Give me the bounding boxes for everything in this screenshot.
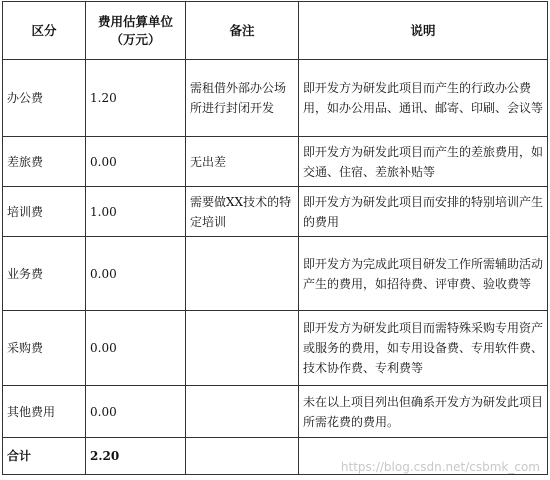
row-category: 培训费 — [3, 187, 86, 237]
row-description: 即开发方为研发此项目而产生的差旅费用，如交通、住宿、差旅补贴等 — [299, 137, 548, 187]
table-row — [3, 311, 548, 386]
total-note — [186, 438, 299, 475]
row-note — [186, 386, 299, 438]
row-description: 即开发方为完成此项目研发工作所需辅助活动产生的费用，如招待费、评审费、验收费等 — [299, 237, 548, 311]
header-note: 备注 — [186, 2, 299, 60]
total-label: 合计 — [3, 438, 86, 475]
cost-estimate-table — [2, 1, 548, 475]
row-note: 无出差 — [186, 137, 299, 187]
table-row — [3, 386, 548, 438]
table-row — [3, 137, 548, 187]
row-amount: 0.00 — [86, 237, 186, 311]
row-note: 需租借外部办公场所进行封闭开发 — [186, 60, 299, 137]
row-amount: 0.00 — [86, 386, 186, 438]
watermark: https://blog.csdn.net/csbmk_com — [340, 460, 540, 474]
row-category: 业务费 — [3, 237, 86, 311]
header-description: 说明 — [299, 2, 548, 60]
header-category: 区分 — [3, 2, 86, 60]
header-row — [3, 2, 548, 60]
row-category: 办公费 — [3, 60, 86, 137]
total-amount: 2.20 — [86, 438, 186, 475]
table-row — [3, 187, 548, 237]
row-category: 其他费用 — [3, 386, 86, 438]
table-row — [3, 60, 548, 137]
row-description: 未在以上项目列出但确系开发方为研发此项目所需花费的费用。 — [299, 386, 548, 438]
row-amount: 0.00 — [86, 137, 186, 187]
row-note — [186, 311, 299, 386]
row-description: 即开发方为研发此项目而产生的行政办公费用，如办公用品、通讯、邮寄、印刷、会议等 — [299, 60, 548, 137]
table-row — [3, 237, 548, 311]
header-amount: 费用估算单位（万元） — [86, 2, 186, 60]
row-category: 差旅费 — [3, 137, 86, 187]
row-amount: 1.20 — [86, 60, 186, 137]
row-note — [186, 237, 299, 311]
row-amount: 1.00 — [86, 187, 186, 237]
row-category: 采购费 — [3, 311, 86, 386]
row-description: 即开发方为研发此项目而需特殊采购专用资产或服务的费用，如专用设备费、专用软件费、技术协作费、专利费等 — [299, 311, 548, 386]
row-description: 即开发方为研发此项目而安排的特别培训产生的费用 — [299, 187, 548, 237]
row-note: 需要做XX技术的特定培训 — [186, 187, 299, 237]
row-amount: 0.00 — [86, 311, 186, 386]
